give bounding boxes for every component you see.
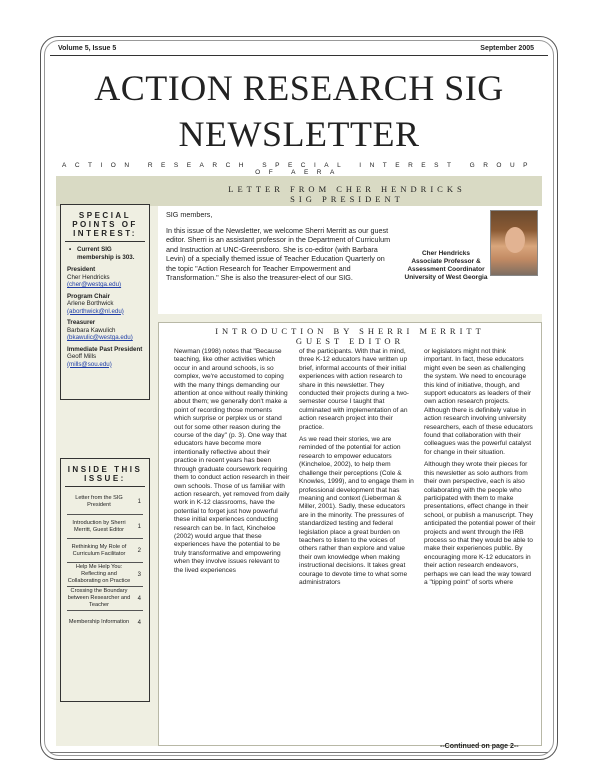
officer-role: President [67,266,96,273]
officer-email-link[interactable]: (aborthwick@nl.edu) [67,307,124,315]
toc-item-label: Letter from the SIG President [75,495,123,508]
toc-item[interactable] [67,514,143,538]
toc-item-page: 2 [137,547,141,554]
officer-role: Program Chair [67,292,110,300]
caption-title-2: Assessment Coordinator [407,266,485,273]
caption-title-1: Associate Professor & [411,258,481,265]
toc-item-page: 1 [137,523,141,530]
toc-item[interactable] [67,610,143,634]
toc-item-label: Crossing the Boundary between Researcher and Teacher [67,588,131,608]
letter-body: In this issue of the Newsletter, we welcome Sherri Merritt as our guest editor. Sherri is an assistant professor in the Department of Curriculum and Instruction at UNC-Greensboro. She is co-editor (with Barbara Levin) of a specially themed issue of Teacher Education Quarterly on the topic "Action Research for Teacher Empowerment and Transformation." She is also the treasurer-elect of our SIG. [166,225,391,282]
inside-issue-title [61,465,149,483]
toc-item-label: Introduction by Sherri Merritt, Guest Editor [72,519,126,533]
footer-rule [50,752,548,753]
newsletter-title-line2: NEWSLETTER [178,114,420,154]
intro-heading-line2: GUEST EDITOR [295,336,405,346]
intro-paragraph: or legislators might not think important. In fact, these educators might even be seen as challenging the system. We need to encourage this kind of initiative, though, and support educators as leaders of their own action research projects. Although there is definitely value in action research involving university researchers, each of these educators found that collaboration with their colleagues was the powerful catalyst for change in their situation. [424,348,533,456]
toc-item-label: Membership Information [68,619,130,626]
intro-paragraph: As we read their stories, we are reminded of the potential for action research to empower educators (Kincheloe, 2002), to help them challenge their perceptions (Cole & Knowles, 1999), and to engage them in professional development that has meaning and context (Lieberman & Miller, 2001). Sadly, these educators are in the minority. The pressures of standardized testing and federal legislation place a great burden on teachers to listen to the voices of others rather than explore and value their own knowledge when making instructional decisions. It takes great courage to devote time to what some administrators [299,436,414,586]
special-points-title-line2: POINTS OF [72,220,138,229]
photo-face [505,227,525,253]
officer-program-chair [61,293,149,316]
special-points-title-line3: INTEREST: [73,229,137,238]
special-points-title-line1: SPECIAL [78,211,132,220]
intro-heading-line1: INTRODUCTION BY SHERRI MERRITT [215,326,485,336]
inside-issue-box [60,458,150,702]
author-photo [490,210,538,276]
letter-heading-line1: LETTER FROM CHER HENDRICKS [228,184,466,194]
inside-issue-title-line1: INSIDE THIS [67,465,143,474]
inside-issue-title-line2: ISSUE: [84,474,126,483]
letter-heading-line2: SIG PRESIDENT [290,194,404,204]
continued-link[interactable]: --Continued on page 2-- [440,743,519,750]
toc-item-label: Rethinking My Role of Curriculum Facilitator [71,543,127,557]
special-points-title [61,211,149,238]
officer-email-link[interactable]: (cher@westga.edu) [67,281,122,288]
photo-caption [396,250,496,282]
letter-text [166,210,392,289]
newsletter-title-line1: ACTION RESEARCH SIG [94,68,504,108]
toc-item-label: Help Me Help You: Reflecting and Collaborating on Practice [67,564,131,584]
officer-name: Cher Hendricks [67,273,110,281]
caption-name: Cher Hendricks [421,250,471,257]
officer-name: Barbara Kawulich [67,326,116,334]
toc-item[interactable] [67,562,143,586]
intro-column-3 [424,348,536,591]
officer-treasurer [61,319,149,342]
officer-past-president [61,346,149,369]
newsletter-subtitle: ACTION RESEARCH SPECIAL INTEREST GROUP OF AERA [62,162,536,176]
officer-email-link[interactable]: (mills@sou.edu) [67,360,112,368]
header-rule [50,55,548,56]
membership-bullet: • Current SIG membership is 303. [77,246,143,262]
intro-paragraph: of the participants. With that in mind, three K-12 educators have written up brief, informal accounts of their initial experiences with action research to share in this newsletter. They conducted their projects during a two-semester course I taught that culminated with implementation of an action research project into their practice. [299,348,409,431]
officer-name: Geoff Mills [67,353,97,360]
officer-role: Treasurer [67,319,96,326]
divider [65,241,145,242]
toc-item[interactable] [67,538,143,562]
intro-column-1 [174,348,290,579]
toc-item-page: 4 [137,595,141,602]
officer-email-link[interactable]: (bkawulic@westga.edu) [67,334,133,341]
special-points-box [60,204,150,400]
toc-item-page: 4 [137,619,141,626]
divider [65,486,145,487]
intro-column-2 [299,348,415,591]
toc-list [61,490,149,634]
toc-item-page: 3 [137,571,141,578]
intro-heading [158,326,542,346]
officer-president [61,266,149,289]
letter-heading [152,184,542,204]
toc-item[interactable] [67,586,143,610]
volume-issue: Volume 5, Issue 5 [58,45,117,52]
intro-paragraph: Although they wrote their pieces for this newsletter as solo authors from their own perspective, each is also collaborating with the people who participated with them to make presentations, effect change in their school, or publish a manuscript. They anticipated the potential power of their projects and went through the IRB process so that they would be able to make their experiences public. By encouraging more K-12 educators in their action research endeavors, perhaps we can lead the way toward a "tipping point" of sorts where [424,461,536,586]
issue-date: September 2005 [480,45,534,52]
letter-greeting: SIG members, [166,210,213,219]
caption-org: University of West Georgia [404,274,488,281]
intro-paragraph: Newman (1998) notes that "Because teaching, like other activities which occur in and around schools, is so complex, we're accustomed to coping with the many things demanding our attention at once without really thinking about them; we generally don't make a point of recording those moments which surprise or perplex us or stand out for some other reason during the course of the day" (p. 3). One way that educators have become more intentionally reflective about their practice in recent years has been through graduate coursework requiring them to conduct action research in their own schools. Those of us familiar with action research, yet removed from daily work in K-12 classrooms, have the potential to forget just how powerful these initial experiences conducting research can be. In fact, Kincheloe (2002) would argue that these experiences have the potential to be truly transformative and empowering when they involve issues relevant to the lived experiences [174,348,290,574]
officer-role: Immediate Past President [67,345,143,353]
officer-name: Arlene Borthwick [67,300,114,307]
toc-item-page: 1 [137,499,141,505]
toc-item[interactable] [67,490,143,514]
